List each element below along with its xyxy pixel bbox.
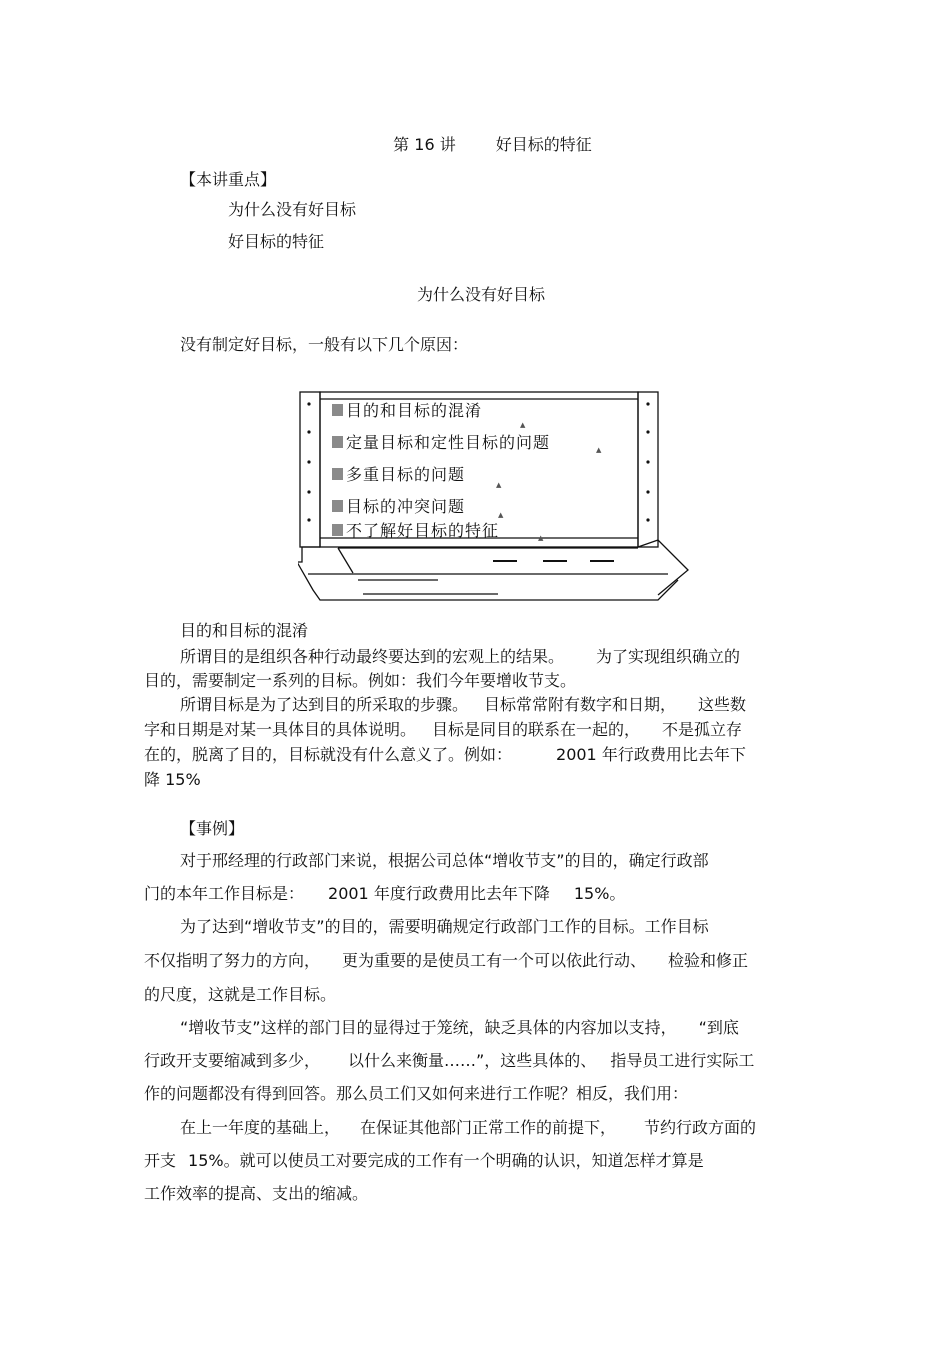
key-point-item: 好目标的特征 [228, 232, 325, 251]
subsection-title: 目的和目标的混淆 [180, 621, 309, 640]
paragraph-line: 工作效率的提高、支出的缩减。 [144, 1184, 369, 1203]
paragraph-line: 的尺度，这就是工作目标。 [144, 985, 337, 1004]
bullet-square-icon [332, 524, 343, 536]
bullet-square-icon [332, 436, 343, 448]
caret-icon: ▲ [520, 421, 526, 429]
lecture-number: 第 16 讲 [393, 135, 456, 154]
board-item [332, 401, 526, 429]
paragraph-line: 门的本年工作目标是： 2001 年度行政费用比去年下降 15%。 [144, 884, 626, 903]
board-item [332, 433, 602, 454]
board-item-text: 定量目标和定性目标的问题 [346, 433, 551, 452]
caret-icon: ▲ [498, 511, 504, 519]
paragraph-line: “增收节支”这样的部门目的显得过于笼统，缺乏具体的内容加以支持， “到底 [180, 1018, 739, 1037]
paragraph-line: 降 15% [144, 770, 201, 789]
board-item [332, 497, 504, 519]
section-intro: 没有制定好目标，一般有以下几个原因： [180, 335, 469, 354]
case-heading: 【事例】 [180, 819, 245, 838]
bullet-square-icon [332, 468, 343, 480]
lecture-title [383, 121, 592, 153]
key-points-heading: 【本讲重点】 [180, 170, 277, 189]
key-point-item: 为什么没有好目标 [228, 200, 357, 219]
paragraph-line: 所谓目标是为了达到目的所采取的步骤。 目标常常附有数字和日期， 这些数 [180, 695, 747, 714]
paragraph-line: 行政开支要缩减到多少， 以什么来衡量……”，这些具体的、 指导员工进行实际工 [144, 1051, 755, 1070]
board-item-text: 多重目标的问题 [346, 465, 466, 484]
board-frame [298, 392, 688, 600]
paragraph-line: 为了达到“增收节支”的目的，需要明确规定行政部门工作的目标。工作目标 [180, 917, 709, 936]
paragraph-line: 目的，需要制定一系列的目标。例如：我们今年要增收节支。 [144, 671, 577, 690]
paragraph-line: 所谓目的是组织各种行动最终要达到的宏观上的结果。 为了实现组织确立的 [180, 647, 741, 666]
bullet-square-icon [332, 500, 343, 512]
paragraph-line: 开支 15%。就可以使员工对要完成的工作有一个明确的认识，知道怎样才算是 [144, 1151, 704, 1170]
reasons-board-figure [298, 390, 690, 604]
paragraph-line: 在的，脱离了目的，目标就没有什么意义了。例如： 2001 年行政费用比去年下 [144, 745, 746, 764]
paragraph-line: 作的问题都没有得到回答。那么员工们又如何来进行工作呢？相反，我们用： [144, 1084, 689, 1103]
board-list [332, 401, 602, 542]
caret-icon: ▲ [538, 534, 544, 542]
paragraph-line: 对于邢经理的行政部门来说，根据公司总体“增收节支”的目的，确定行政部 [180, 851, 709, 870]
board-item [332, 465, 502, 489]
caret-icon: ▲ [596, 446, 602, 454]
paragraph-line: 字和日期是对某一具体目的具体说明。 目标是同目的联系在一起的， 不是孤立存 [144, 720, 743, 739]
board-item-text: 目的和目标的混淆 [346, 401, 483, 420]
paragraph-line: 在上一年度的基础上， 在保证其他部门正常工作的前提下， 节约行政方面的 [180, 1118, 757, 1137]
caret-icon: ▲ [496, 481, 502, 489]
section-title: 为什么没有好目标 [417, 285, 546, 304]
board-item-text: 不了解好目标的特征 [346, 521, 500, 540]
board-item [332, 521, 544, 542]
lecture-name: 好目标的特征 [495, 135, 592, 154]
bullet-square-icon [332, 404, 343, 416]
board-item-text: 目标的冲突问题 [346, 497, 466, 516]
paragraph-line: 不仅指明了努力的方向， 更为重要的是使员工有一个可以依此行动、 检验和修正 [144, 951, 749, 970]
